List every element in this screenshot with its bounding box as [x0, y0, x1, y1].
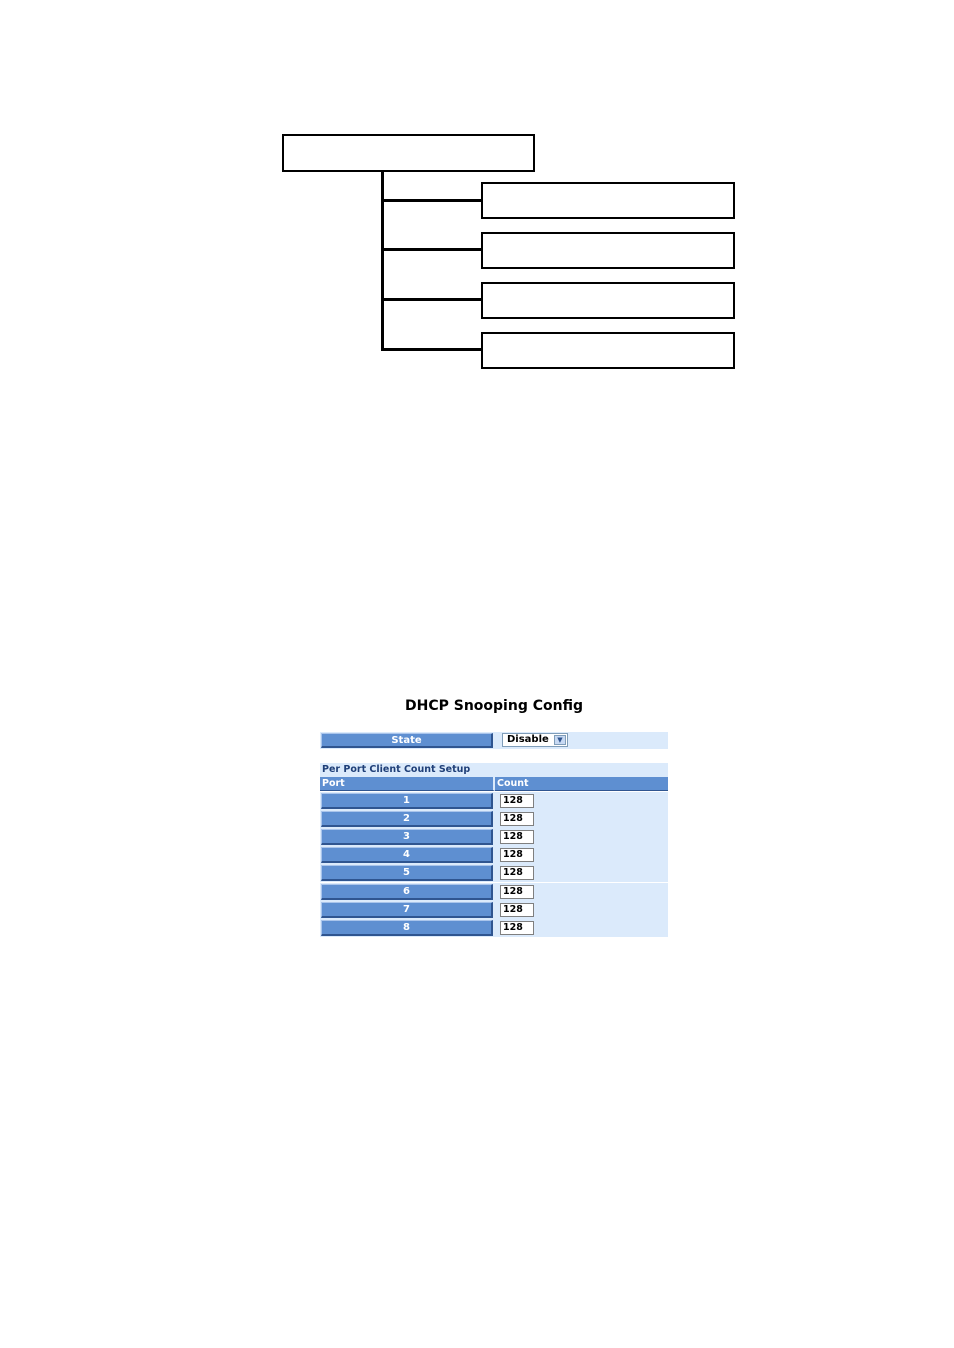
port-number-cell: 7	[321, 902, 493, 918]
count-input[interactable]: 128	[500, 830, 534, 844]
tree-branch-line	[381, 248, 483, 251]
table-row	[320, 828, 668, 846]
state-row	[320, 732, 668, 749]
port-number-cell: 8	[321, 920, 493, 936]
port-number-cell: 5	[321, 865, 493, 881]
section-title: Per Port Client Count Setup	[320, 763, 668, 777]
state-select-value: Disable	[507, 734, 549, 745]
count-input[interactable]: 128	[500, 794, 534, 808]
table-row	[320, 792, 668, 810]
port-number-cell: 4	[321, 847, 493, 863]
tree-child-box[interactable]	[481, 232, 735, 269]
tree-branch-line	[381, 298, 483, 301]
state-label: State	[321, 733, 493, 748]
table-row	[320, 846, 668, 864]
port-number-cell: 1	[321, 793, 493, 809]
table-row	[320, 901, 668, 919]
count-input[interactable]: 128	[500, 921, 534, 935]
port-number-cell: 2	[321, 811, 493, 827]
chevron-down-icon[interactable]: ▼	[554, 735, 566, 745]
tree-branch-line	[381, 348, 483, 351]
tree-root-box[interactable]	[282, 134, 535, 172]
table-row	[320, 810, 668, 828]
table-row	[320, 883, 668, 901]
count-input[interactable]: 128	[500, 848, 534, 862]
tree-child-box[interactable]	[481, 182, 735, 219]
port-number-cell: 3	[321, 829, 493, 845]
table-row	[320, 864, 668, 882]
table-row	[320, 919, 668, 937]
port-number-cell: 6	[321, 884, 493, 900]
tree-trunk-line	[381, 171, 384, 351]
column-header-port: Port	[320, 777, 495, 791]
tree-child-box[interactable]	[481, 282, 735, 319]
count-input[interactable]: 128	[500, 866, 534, 880]
state-select[interactable]	[502, 733, 568, 747]
tree-branch-line	[381, 199, 483, 202]
page-title: DHCP Snooping Config	[405, 698, 583, 714]
count-input[interactable]: 128	[500, 812, 534, 826]
count-input[interactable]: 128	[500, 903, 534, 917]
tree-child-box[interactable]	[481, 332, 735, 369]
count-input[interactable]: 128	[500, 885, 534, 899]
column-header-count: Count	[495, 777, 668, 791]
